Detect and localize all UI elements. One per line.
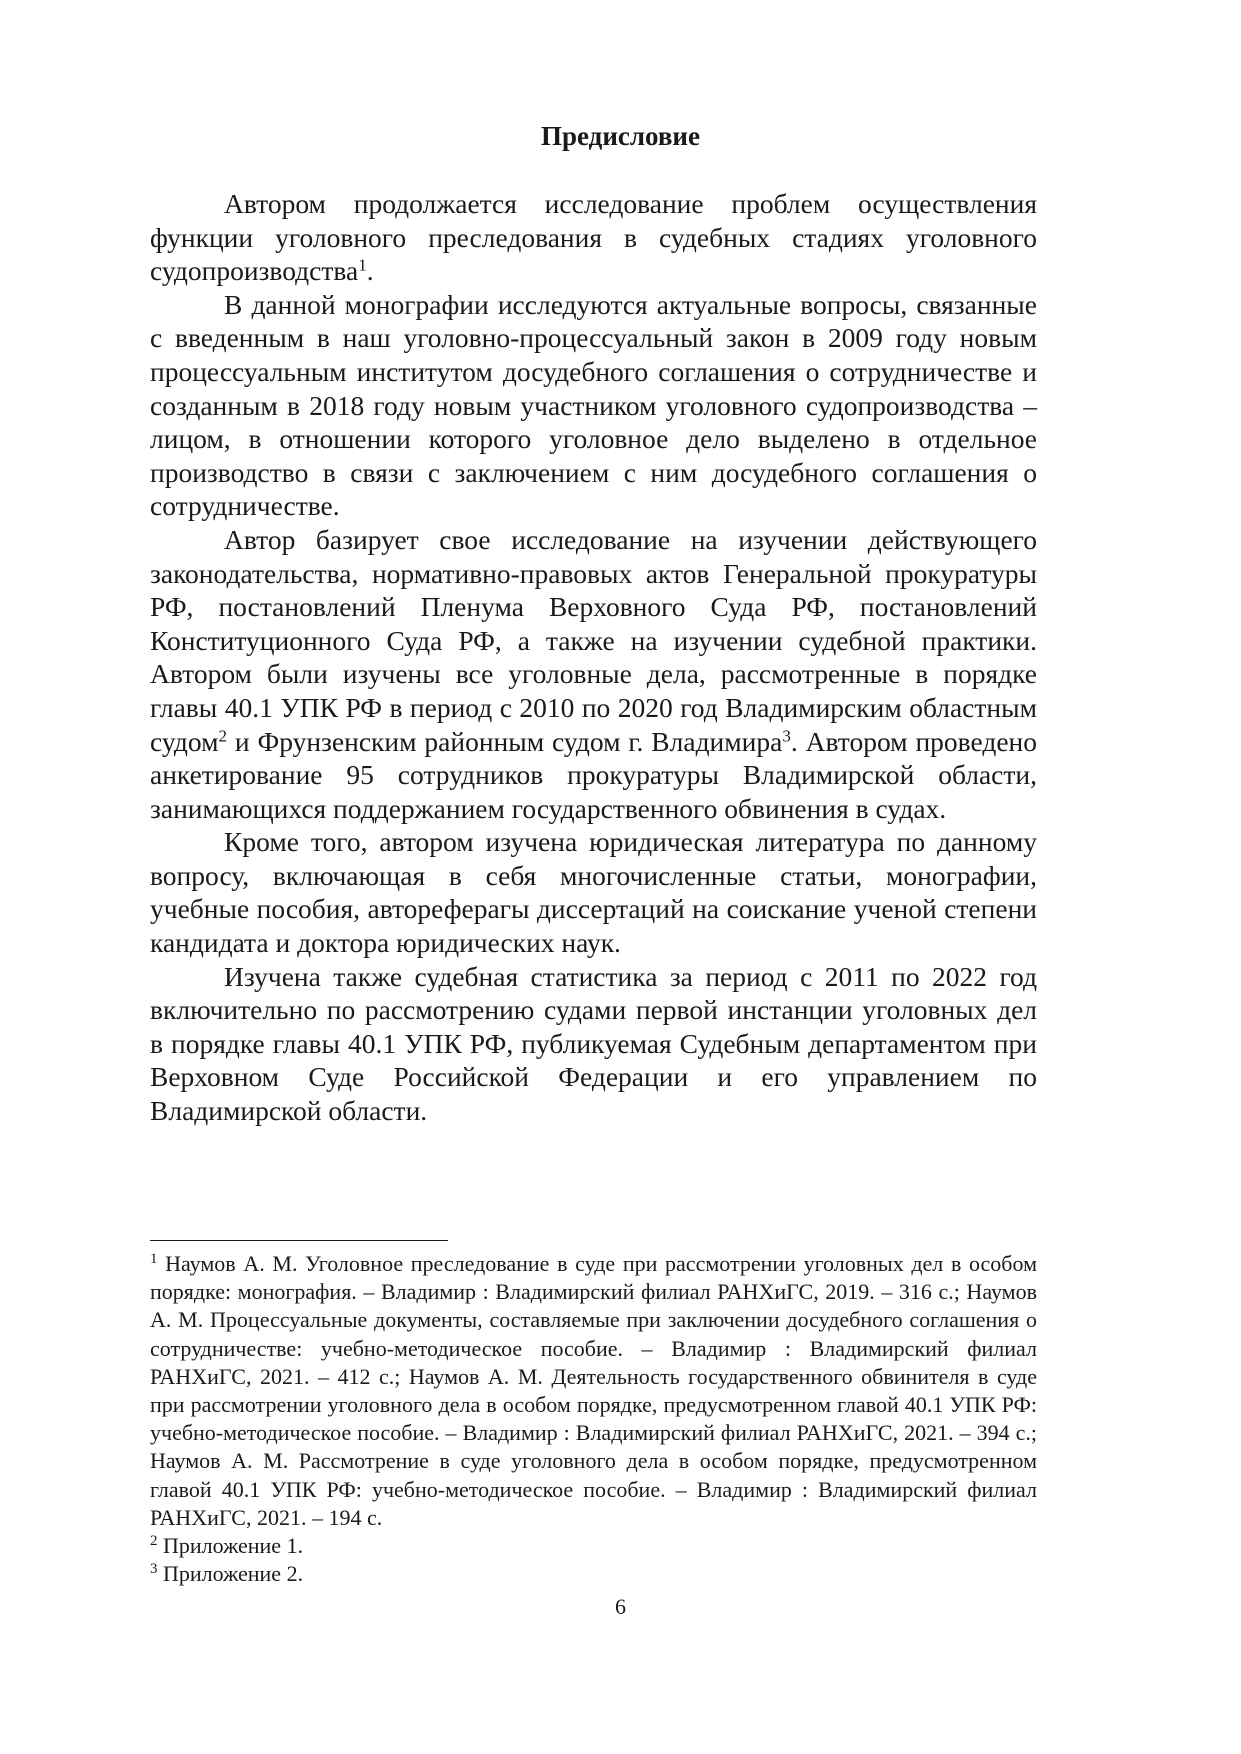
paragraph-4: Кроме того, автором изучена юридическая литература по данному вопросу, включающая в себя многочисленные статьи, монографии, учебные пособия, автореферагы диссертаций на соискание ученой степени кандидата и доктора юридических наук. (150, 826, 1037, 959)
paragraph-1-text: Автором продолжается исследование проблем осуществления функции уголовного преследования в судебных стадиях уголовного судопроизводства (150, 188, 1037, 287)
paragraph-5: Изучена также судебная статистика за период с 2011 по 2022 год включительно по рассмотрению судами первой инстанции уголовных дел в порядке главы 40.1 УПК РФ, публикуемая Судебным департаментом при Верховном Суде Российской Федерации и его управлением по Владимирской области. (150, 960, 1037, 1127)
paragraph-3-part-3: . Автором проведено анкетирование 95 сотрудников прокуратуры Владимирской области, занимающихся поддержанием государственного обвинения в судах. (150, 725, 1037, 824)
page-number: 6 (615, 1594, 626, 1619)
footnote-ref-1: 1 (358, 255, 367, 275)
footnote-ref-2: 2 (218, 726, 227, 746)
footnote-separator (150, 1240, 448, 1241)
body-text (150, 187, 1037, 1128)
page-heading: Предисловие (541, 121, 700, 151)
footnote-1 (150, 1250, 1037, 1532)
paragraph-3-part-1: Автор базирует свое исследование на изучении действующего законодательства, нормативно-правовых актов Генеральной прокуратуры РФ, постановлений Пленума Верховного Суда РФ, постановлений Конституционного Суда РФ, а также на изучении судебной практики. Автором были изучены все уголовные дела, рассмотренные в порядке главы 40.1 УПК РФ в период с 2010 по 2020 год Владимирским областным судом (150, 523, 1037, 757)
footnotes (150, 1250, 1037, 1588)
paragraph-3 (150, 523, 1037, 825)
footnote-3 (150, 1560, 1037, 1588)
paragraph-3-part-2: и Фрунзенским районным судом г. Владимира (227, 725, 783, 757)
paragraph-1 (150, 187, 1037, 288)
footnote-mark-3: 3 (150, 1561, 158, 1578)
footnote-mark-2: 2 (150, 1532, 158, 1549)
footnote-1-text: Наумов А. М. Уголовное преследование в суде при рассмотрении уголовных дел в особом порядке: монография. – Владимир : Владимирский филиал РАНХиГС, 2019. – 316 с.; Наумов А. М. Процессуальные документы, составляемые при заключении досудебного соглашения о сотрудничестве: учебно-методическое пособие. – Владимир : Владимирский филиал РАНХиГС, 2021. – 412 с.; Наумов А. М. Деятельность государственного обвинителя в суде при рассмотрении уголовного дела в особом порядке, предусмотренном главой 40.1 УПК РФ: учебно-методическое пособие. – Владимир : Владимирский филиал РАНХиГС, 2021. – 394 с.; Наумов А. М. Рассмотрение в суде уголовного дела в особом порядке, предусмотренном главой 40.1 УПК РФ: учебно-методическое пособие. – Владимир : Владимирский филиал РАНХиГС, 2021. – 194 с. (150, 1251, 1037, 1530)
footnote-2 (150, 1532, 1037, 1560)
footnote-mark-1: 1 (150, 1250, 158, 1267)
paragraph-1-end: . (366, 255, 374, 287)
footnote-3-text: Приложение 2. (157, 1561, 304, 1587)
footnote-ref-3: 3 (782, 726, 791, 746)
footnote-2-text: Приложение 1. (157, 1533, 304, 1559)
paragraph-2: В данной монографии исследуются актуальные вопросы, связанные с введенным в наш уголовно-процессуальный закон в 2009 году новым процессуальным институтом досудебного соглашения о сотрудничестве и созданным в 2018 году новым участником уголовного судопроизводства – лицом, в отношении которого уголовное дело выделено в отдельное производство в связи с заключением с ним досудебного соглашения о сотрудничестве. (150, 288, 1037, 522)
